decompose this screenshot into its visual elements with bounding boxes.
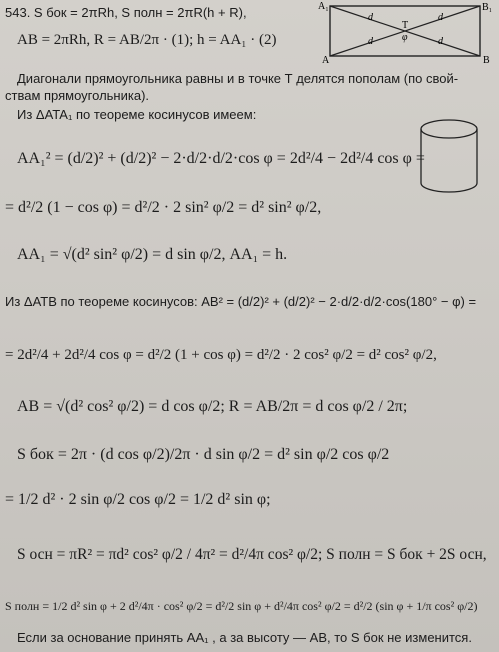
line-11: AB = √(d² cos² φ/2) = d cos φ/2; R = AB/2π = d cos φ/2 / 2π; <box>17 398 408 415</box>
vertex-a-label: A <box>322 55 330 64</box>
angle-label: φ <box>402 32 408 43</box>
line-14: S осн = πR² = πd² cos² φ/2 / 4π² = d²/4π cos² φ/2; S полн = S бок + 2S осн, <box>17 546 487 563</box>
segment-label-3: d <box>368 36 373 47</box>
line-9: Из ΔАТВ по теореме косинусов: AB² = (d/2)² + (d/2)² − 2·d/2·d/2·cos(180° − φ) = <box>5 294 477 309</box>
line-4: ствам прямоугольника). <box>5 88 150 103</box>
line-3: Диагонали прямоугольника равны и в точке Т делятся пополам (по свой- <box>17 71 459 86</box>
line-1: 543. S бок = 2πRh, S полн = 2πR(h + R), <box>5 5 247 20</box>
segment-label-4: d <box>438 36 443 47</box>
line-2: AB = 2πRh, R = AB/2π · (1); h = AA₁ · (2) <box>17 32 277 48</box>
line-10: = 2d²/4 + 2d²/4 cos φ = d²/2 (1 + cos φ) = d²/2 · 2 cos² φ/2 = d² cos² φ/2, <box>5 347 437 363</box>
vertex-a1-label: A₁ <box>318 1 329 12</box>
line-15: S полн = 1/2 d² sin φ + 2 d²/4π · cos² φ/2 = d²/2 sin φ + d²/4π cos² φ/2 = d²/2 (sin φ + 1/π cos² φ/2) <box>5 599 478 613</box>
line-16: Если за основание принять AA₁ , а за высоту — АВ, то S бок не изменится. <box>17 630 472 645</box>
line-12: S бок = 2π · (d cos φ/2)/2π · d sin φ/2 = d² sin φ/2 cos φ/2 <box>17 446 390 463</box>
line-8: AA₁ = √(d² sin² φ/2) = d sin φ/2, AA₁ = h. <box>17 246 288 263</box>
segment-label-2: d <box>438 12 443 23</box>
vertex-b1-label: B₁ <box>482 2 493 13</box>
line-6: AA₁² = (d/2)² + (d/2)² − 2·d/2·d/2·cos φ = 2d²/4 − 2d²/4 cos φ = <box>17 150 425 167</box>
vertex-t-label: T <box>402 20 409 31</box>
vertex-b-label: B <box>483 55 490 64</box>
line-5: Из ΔATA₁ по теореме косинусов имеем: <box>17 107 257 122</box>
line-13: = 1/2 d² · 2 sin φ/2 cos φ/2 = 1/2 d² sin φ; <box>5 491 271 508</box>
rectangle-figure <box>318 0 496 64</box>
segment-label-1: d <box>368 12 373 23</box>
line-7: = d²/2 (1 − cos φ) = d²/2 · 2 sin² φ/2 = d² sin² φ/2, <box>5 199 322 216</box>
cylinder-figure <box>415 117 483 201</box>
